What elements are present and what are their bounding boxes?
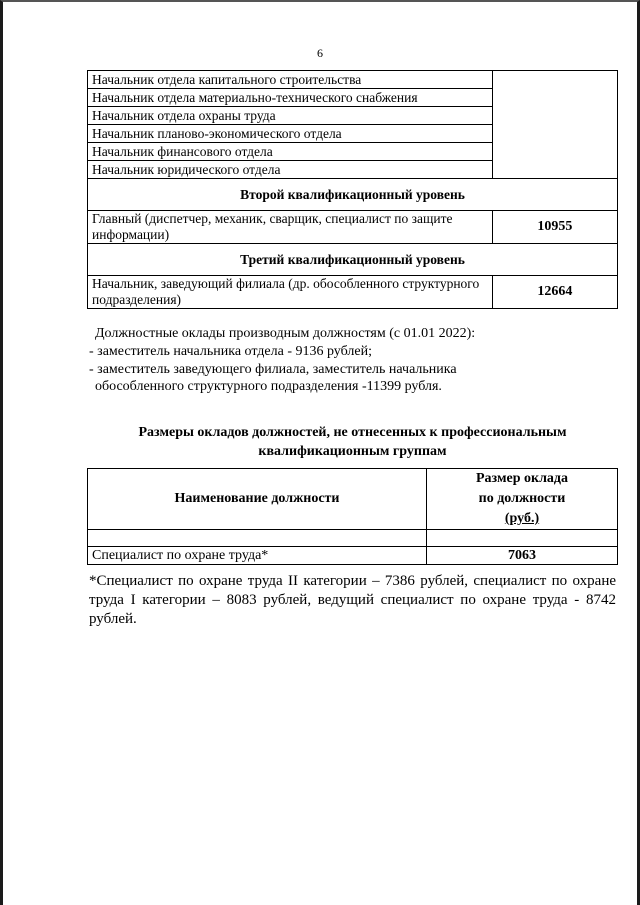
derived-item: - заместитель начальника отдела - 9136 рублей; [89, 344, 372, 359]
page-number: 6 [317, 46, 323, 60]
level-heading: Второй квалификационный уровень [88, 179, 618, 211]
qualification-table [87, 70, 618, 309]
column-header-line: (руб.) [504, 511, 540, 526]
salary-value: 12664 [492, 276, 617, 309]
non-group-salary-table [87, 468, 618, 565]
column-header-name: Наименование должности [88, 469, 427, 530]
derived-item: обособленного структурного подразделения -11399 рубля. [95, 379, 442, 394]
position-name: Начальник отдела охраны труда [88, 107, 493, 125]
salary-value: 10955 [492, 211, 617, 244]
position-name: Начальник планово-экономического отдела [88, 125, 493, 143]
salary-cell-empty [492, 71, 617, 179]
level-heading: Третий квалификационный уровень [88, 244, 618, 276]
empty-cell [427, 530, 618, 547]
empty-cell [88, 530, 427, 547]
column-header-line: по должности [478, 491, 566, 506]
column-header-line: Размер оклада [475, 471, 569, 486]
footnote: *Специалист по охране труда II категории – 7386 рублей, специалист по охране труда I категории – 8083 рублей, ведущий специалист по охране труда - 8742 рублей. [89, 573, 616, 627]
position-name: Специалист по охране труда* [88, 547, 427, 565]
section-heading: Размеры окладов должностей, не отнесенных к профессиональным [138, 425, 567, 440]
position-name: Начальник отдела капитального строительства [88, 71, 493, 89]
table-row [88, 71, 618, 89]
position-name: Начальник отдела материально-технического снабжения [88, 89, 493, 107]
column-header-size [427, 469, 618, 530]
level-heading-row [88, 179, 618, 211]
salary-value: 7063 [427, 547, 618, 565]
table-row [88, 276, 618, 309]
table-header-row [88, 469, 618, 530]
position-name: Начальник финансового отдела [88, 143, 493, 161]
position-name: Начальник, заведующий филиала (др. обособленного структурного подразделения) [88, 276, 493, 309]
level-heading-row [88, 244, 618, 276]
derived-intro: Должностные оклады производным должностям (с 01.01 2022): [95, 326, 476, 341]
position-name: Главный (диспетчер, механик, сварщик, специалист по защите информации) [88, 211, 493, 244]
derived-item: - заместитель заведующего филиала, заместитель начальника [89, 362, 457, 377]
position-name: Начальник юридического отдела [88, 161, 493, 179]
empty-row [88, 530, 618, 547]
table-row [88, 547, 618, 565]
table-row [88, 211, 618, 244]
section-heading: квалификационным группам [258, 444, 447, 459]
